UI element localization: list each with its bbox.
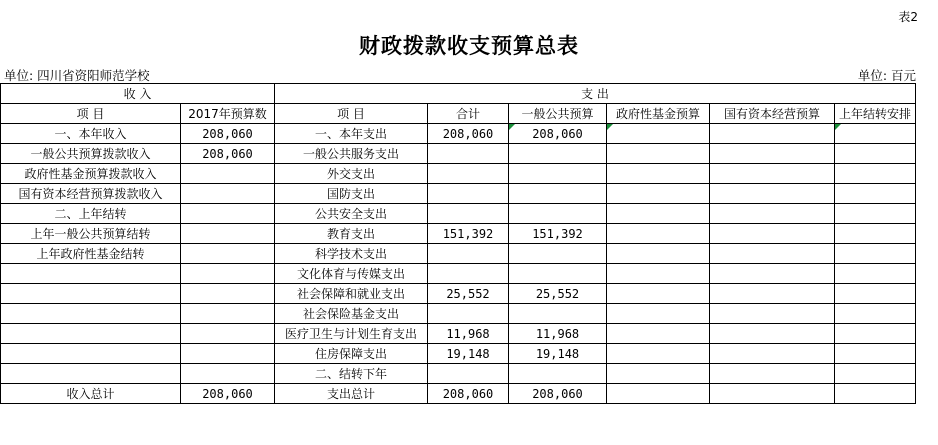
cell-state-capital-budget — [710, 384, 835, 404]
cell-fund-budget — [607, 124, 710, 144]
table-row — [1, 344, 916, 364]
table-row — [1, 304, 916, 324]
header-row-2 — [1, 104, 916, 124]
income-header: 收 入 — [1, 84, 275, 104]
cell-expense-item: 科学技术支出 — [275, 244, 428, 264]
cell-state-capital-budget — [710, 224, 835, 244]
cell-total-amount — [428, 364, 509, 384]
cell-income-amount: 208,060 — [181, 124, 275, 144]
table-row — [1, 324, 916, 344]
cell-total-amount — [428, 144, 509, 164]
cell-income-amount — [181, 364, 275, 384]
cell-state-capital-budget — [710, 144, 835, 164]
cell-fund-budget — [607, 364, 710, 384]
cell-income-item — [1, 304, 181, 324]
cell-state-capital-budget — [710, 204, 835, 224]
unit-organization: 单位: 四川省资阳师范学校 — [4, 68, 150, 83]
cell-carryover — [835, 304, 916, 324]
cell-income-amount — [181, 184, 275, 204]
cell-income-amount: 208,060 — [181, 384, 275, 404]
col-header: 2017年预算数 — [181, 104, 275, 124]
cell-income-item: 上年一般公共预算结转 — [1, 224, 181, 244]
col-header: 一般公共预算 — [509, 104, 607, 124]
cell-state-capital-budget — [710, 364, 835, 384]
cell-total-amount — [428, 184, 509, 204]
cell-carryover — [835, 124, 916, 144]
table-row — [1, 284, 916, 304]
cell-expense-item: 二、结转下年 — [275, 364, 428, 384]
cell-carryover — [835, 144, 916, 164]
cell-total-amount: 11,968 — [428, 324, 509, 344]
cell-carryover — [835, 244, 916, 264]
cell-general-budget — [509, 204, 607, 224]
cell-fund-budget — [607, 384, 710, 404]
cell-fund-budget — [607, 344, 710, 364]
col-header: 合计 — [428, 104, 509, 124]
cell-income-amount — [181, 304, 275, 324]
cell-carryover — [835, 364, 916, 384]
cell-expense-item: 公共安全支出 — [275, 204, 428, 224]
cell-total-amount: 25,552 — [428, 284, 509, 304]
cell-income-item: 收入总计 — [1, 384, 181, 404]
cell-carryover — [835, 324, 916, 344]
cell-general-budget — [509, 164, 607, 184]
cell-general-budget: 11,968 — [509, 324, 607, 344]
cell-income-item — [1, 344, 181, 364]
cell-income-amount — [181, 264, 275, 284]
cell-expense-item: 医疗卫生与计划生育支出 — [275, 324, 428, 344]
cell-carryover — [835, 384, 916, 404]
cell-general-budget: 25,552 — [509, 284, 607, 304]
cell-income-item: 政府性基金预算拨款收入 — [1, 164, 181, 184]
cell-total-amount: 208,060 — [428, 384, 509, 404]
table-number: 表2 — [898, 10, 918, 24]
cell-expense-item: 一、本年支出 — [275, 124, 428, 144]
cell-fund-budget — [607, 264, 710, 284]
cell-income-item: 国有资本经营预算拨款收入 — [1, 184, 181, 204]
cell-income-amount — [181, 224, 275, 244]
cell-state-capital-budget — [710, 164, 835, 184]
cell-expense-item: 一般公共服务支出 — [275, 144, 428, 164]
cell-state-capital-budget — [710, 184, 835, 204]
cell-income-item: 上年政府性基金结转 — [1, 244, 181, 264]
cell-carryover — [835, 224, 916, 244]
cell-general-budget — [509, 364, 607, 384]
cell-general-budget: 19,148 — [509, 344, 607, 364]
budget-table — [0, 83, 916, 404]
cell-total-amount — [428, 304, 509, 324]
cell-total-amount — [428, 244, 509, 264]
cell-expense-item: 国防支出 — [275, 184, 428, 204]
cell-state-capital-budget — [710, 244, 835, 264]
cell-expense-item: 住房保障支出 — [275, 344, 428, 364]
cell-total-amount: 151,392 — [428, 224, 509, 244]
cell-fund-budget — [607, 284, 710, 304]
cell-income-amount — [181, 344, 275, 364]
cell-fund-budget — [607, 144, 710, 164]
col-header: 项 目 — [1, 104, 181, 124]
cell-general-budget — [509, 304, 607, 324]
cell-expense-item: 文化体育与传媒支出 — [275, 264, 428, 284]
table-row — [1, 244, 916, 264]
cell-total-amount: 19,148 — [428, 344, 509, 364]
cell-state-capital-budget — [710, 304, 835, 324]
cell-income-item — [1, 284, 181, 304]
cell-fund-budget — [607, 304, 710, 324]
table-row — [1, 124, 916, 144]
cell-fund-budget — [607, 324, 710, 344]
unit-currency: 单位: 百元 — [857, 68, 916, 83]
cell-income-amount — [181, 284, 275, 304]
cell-fund-budget — [607, 204, 710, 224]
cell-general-budget: 208,060 — [509, 124, 607, 144]
cell-income-amount: 208,060 — [181, 144, 275, 164]
cell-carryover — [835, 184, 916, 204]
cell-expense-item: 社会保险基金支出 — [275, 304, 428, 324]
cell-fund-budget — [607, 184, 710, 204]
cell-state-capital-budget — [710, 344, 835, 364]
cell-general-budget: 151,392 — [509, 224, 607, 244]
cell-general-budget: 208,060 — [509, 384, 607, 404]
cell-expense-item: 社会保障和就业支出 — [275, 284, 428, 304]
cell-income-item — [1, 364, 181, 384]
expense-header: 支 出 — [275, 84, 916, 104]
cell-total-amount — [428, 204, 509, 224]
col-header: 上年结转安排 — [835, 104, 916, 124]
cell-carryover — [835, 204, 916, 224]
cell-income-item: 一般公共预算拨款收入 — [1, 144, 181, 164]
page-title: 财政拨款收支预算总表 — [359, 33, 579, 58]
table-row — [1, 184, 916, 204]
col-header: 政府性基金预算 — [607, 104, 710, 124]
cell-state-capital-budget — [710, 324, 835, 344]
cell-state-capital-budget — [710, 264, 835, 284]
table-row — [1, 264, 916, 284]
cell-income-item — [1, 324, 181, 344]
cell-income-amount — [181, 164, 275, 184]
table-row — [1, 224, 916, 244]
cell-fund-budget — [607, 244, 710, 264]
col-header: 项 目 — [275, 104, 428, 124]
cell-general-budget — [509, 184, 607, 204]
col-header: 国有资本经营预算 — [710, 104, 835, 124]
cell-fund-budget — [607, 224, 710, 244]
cell-carryover — [835, 344, 916, 364]
table-row — [1, 384, 916, 404]
cell-general-budget — [509, 264, 607, 284]
cell-carryover — [835, 264, 916, 284]
cell-general-budget — [509, 244, 607, 264]
table-row — [1, 144, 916, 164]
cell-income-amount — [181, 244, 275, 264]
cell-income-item — [1, 264, 181, 284]
cell-expense-item: 外交支出 — [275, 164, 428, 184]
cell-general-budget — [509, 144, 607, 164]
cell-expense-item: 教育支出 — [275, 224, 428, 244]
table-row — [1, 204, 916, 224]
cell-income-item: 一、本年收入 — [1, 124, 181, 144]
cell-expense-item: 支出总计 — [275, 384, 428, 404]
cell-income-item: 二、上年结转 — [1, 204, 181, 224]
cell-fund-budget — [607, 164, 710, 184]
cell-income-amount — [181, 324, 275, 344]
table-row — [1, 164, 916, 184]
cell-carryover — [835, 164, 916, 184]
cell-carryover — [835, 284, 916, 304]
cell-state-capital-budget — [710, 284, 835, 304]
cell-state-capital-budget — [710, 124, 835, 144]
cell-total-amount — [428, 264, 509, 284]
table-row — [1, 364, 916, 384]
header-row-1 — [1, 84, 916, 104]
cell-total-amount — [428, 164, 509, 184]
cell-income-amount — [181, 204, 275, 224]
cell-total-amount: 208,060 — [428, 124, 509, 144]
